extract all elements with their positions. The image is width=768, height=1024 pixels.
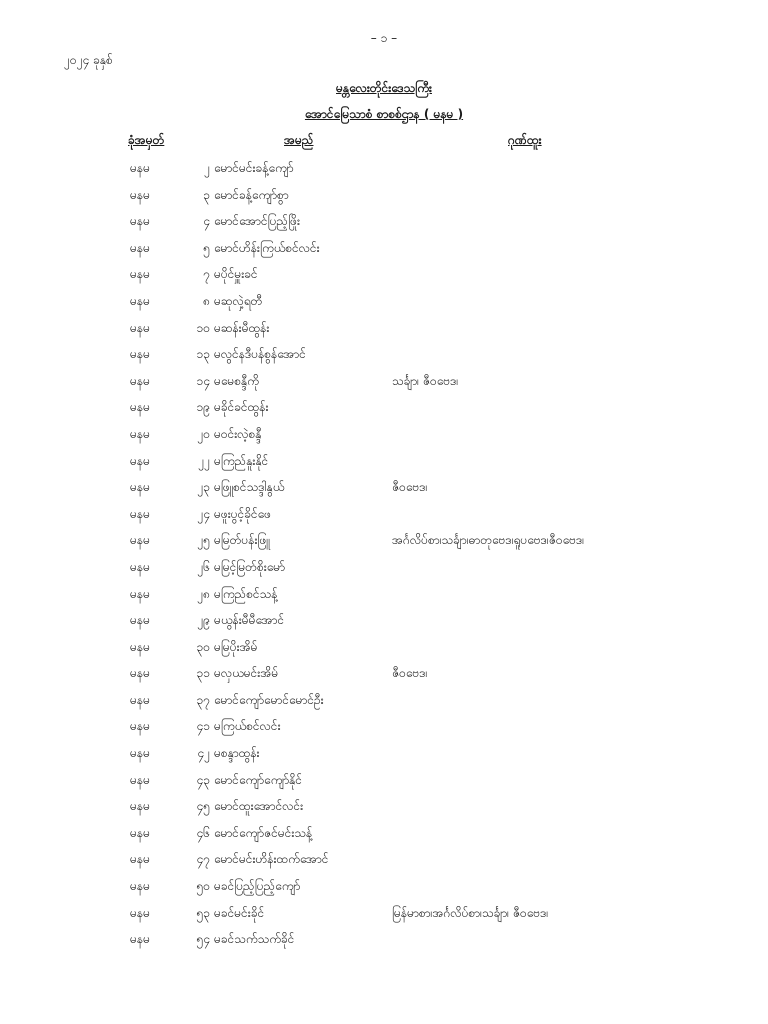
list-item — [0, 690, 768, 717]
row-roll-number: ၄၆ — [196, 825, 210, 840]
row-roll-number: ၄ — [203, 214, 210, 229]
row-student-name: မဖြူစင်သဒ္ဒါနွယ် — [214, 480, 285, 495]
row-exam-center: မနမ — [130, 214, 150, 229]
row-student-name: မောင်မင်းဟိန်းထက်အောင် — [214, 852, 329, 867]
row-roll-number: ၁၉ — [196, 400, 210, 415]
row-exam-center: မနမ — [130, 293, 150, 308]
row-roll-number: ၄၂ — [197, 746, 210, 761]
row-student-name: မယွန်းမီမီအောင် — [214, 613, 285, 628]
row-exam-center: မနမ — [130, 586, 150, 601]
row-exam-center: မနမ — [130, 426, 150, 441]
row-roll-number: ၂၀ — [197, 426, 210, 441]
list-item — [0, 530, 768, 557]
row-student-name: မောင်ထူးအောင်လင်း — [214, 799, 304, 814]
row-exam-center: မနမ — [130, 187, 150, 202]
row-exam-center: မနမ — [130, 799, 150, 814]
list-item — [0, 185, 768, 212]
row-roll-number: ၁၃ — [196, 347, 210, 362]
results-list — [0, 158, 768, 956]
row-exam-center: မနမ — [130, 320, 150, 335]
row-roll-number: ၅၄ — [196, 932, 210, 947]
row-student-name: မဆုလှဲ့ရတီ — [214, 293, 263, 308]
document-subtitle-text: အောင်မြေသာစံ စာစစ်ဌာန ( မနမ ) — [304, 107, 464, 121]
document-title — [0, 80, 768, 98]
row-roll-number: ၂၄ — [197, 506, 210, 521]
list-item — [0, 823, 768, 850]
row-student-name: မဆန်းမီထွန်း — [214, 320, 270, 335]
row-roll-number: ၁၀ — [196, 320, 210, 335]
row-exam-center: မနမ — [130, 825, 150, 840]
row-exam-center: မနမ — [130, 746, 150, 761]
row-exam-center: မနမ — [130, 161, 150, 175]
row-student-name: မကြည်စင်သန့် — [214, 586, 278, 601]
header-distinction: ဂုဏ်ထူး — [508, 133, 542, 147]
page-number: – ၁ – — [370, 31, 398, 45]
list-item — [0, 637, 768, 664]
list-item — [0, 424, 768, 451]
list-item — [0, 610, 768, 637]
list-item — [0, 663, 768, 690]
row-distinction: မြန်မာစာ၊အင်္ဂလိပ်စာ၊သင်္ချာ၊ ဇီဝဗေဒ၊ — [392, 905, 549, 920]
document-title-text: မန္တလေးတိုင်းဒေသကြီး — [336, 81, 432, 95]
row-student-name: မကြယ်စင်လင်း — [214, 719, 281, 734]
row-exam-center: မနမ — [130, 453, 150, 468]
list-item — [0, 504, 768, 531]
list-item — [0, 584, 768, 611]
list-item — [0, 158, 768, 185]
row-student-name: မောင်ကျော်ကျော်နိုင် — [214, 772, 302, 787]
list-item — [0, 743, 768, 770]
year-label: ၂၀၂၄ ခုနှစ် — [64, 53, 113, 67]
row-student-name: မမြင့်မြတ်စိုးမော် — [214, 559, 286, 574]
row-student-name: မစန္ဒာထွန်း — [214, 746, 260, 761]
row-roll-number: ၃၀ — [196, 639, 210, 654]
row-student-name: မခိုင်ခင်ထွန်း — [214, 400, 269, 415]
list-item — [0, 929, 768, 956]
list-item — [0, 716, 768, 743]
row-exam-center: မနမ — [130, 932, 150, 947]
row-student-name: မောင်မင်းခန့်ကျော် — [214, 161, 294, 175]
row-distinction: သင်္ချာ၊ ဇီဝဗေဒ၊ — [392, 373, 459, 388]
row-student-name: မလွင်နဒီပန်စွန်အောင် — [214, 347, 306, 362]
row-student-name: မောင်ကျော်မောင်မောင်ဦး — [214, 692, 324, 707]
list-item — [0, 557, 768, 584]
row-student-name: မမြပိုးအိမ် — [214, 639, 258, 654]
list-item — [0, 451, 768, 478]
row-distinction: ဇီဝဗေဒ၊ — [392, 666, 428, 681]
row-exam-center: မနမ — [130, 373, 150, 388]
row-distinction: ဇီဝဗေဒ၊ — [392, 480, 428, 495]
row-roll-number: ၄၇ — [196, 852, 210, 867]
row-student-name: မမြတ်ပန်းဖြူ — [214, 533, 270, 548]
column-header-row — [0, 132, 768, 152]
row-student-name: မဖူးပွင့်ခိုင်ဖေ — [214, 506, 272, 521]
list-item — [0, 238, 768, 265]
list-item — [0, 318, 768, 345]
row-roll-number: ၄၅ — [196, 799, 210, 814]
row-roll-number: ၂၅ — [197, 533, 210, 548]
row-exam-center: မနမ — [130, 480, 150, 495]
row-student-name: မောင်ကျော်ဇင်မင်းသန့် — [214, 825, 313, 840]
row-student-name: မောင်ခန့်ကျော်စွာ — [214, 187, 289, 202]
row-exam-center: မနမ — [130, 905, 150, 920]
row-student-name: မောင်ဟိန်းကြယ်စင်လင်း — [214, 240, 320, 255]
row-roll-number: ၃၁ — [196, 666, 210, 681]
row-exam-center: မနမ — [130, 267, 150, 282]
row-exam-center: မနမ — [130, 533, 150, 548]
row-exam-center: မနမ — [130, 639, 150, 654]
row-student-name: မမေစန္ဒီကို — [214, 373, 259, 388]
header-name: အမည် — [284, 133, 314, 147]
row-distinction: အင်္ဂလိပ်စာ၊သင်္ချာ၊ဓာတုဗေဒ၊ရူပဗေဒ၊ဇီဝဗေဒ၊ — [392, 533, 585, 548]
row-roll-number: ၂၉ — [197, 613, 210, 628]
list-item — [0, 796, 768, 823]
row-exam-center: မနမ — [130, 400, 150, 415]
row-student-name: မပိုင်မှူးခင် — [214, 267, 258, 282]
row-student-name: မခင်ပြည့်ပြည့်ကျော် — [214, 879, 301, 894]
row-exam-center: မနမ — [130, 692, 150, 707]
list-item — [0, 876, 768, 903]
document-subtitle — [0, 106, 768, 124]
list-item — [0, 211, 768, 238]
row-exam-center: မနမ — [130, 613, 150, 628]
row-student-name: မခင်သက်သက်ခိုင် — [214, 932, 295, 947]
row-roll-number: ၂၆ — [197, 559, 210, 574]
list-item — [0, 264, 768, 291]
row-exam-center: မနမ — [130, 240, 150, 255]
row-exam-center: မနမ — [130, 559, 150, 574]
list-item — [0, 849, 768, 876]
row-roll-number: ၅၃ — [196, 905, 210, 920]
row-roll-number: ၃ — [203, 187, 210, 202]
row-student-name: မခင်မင်းခိုင် — [214, 905, 265, 920]
row-exam-center: မနမ — [130, 347, 150, 362]
row-roll-number: ၂ — [204, 161, 210, 175]
list-item — [0, 770, 768, 797]
row-roll-number: ၇ — [203, 267, 210, 282]
list-item — [0, 903, 768, 930]
row-roll-number: ၂၃ — [197, 480, 210, 495]
list-item — [0, 344, 768, 371]
row-exam-center: မနမ — [130, 666, 150, 681]
row-roll-number: ၁၄ — [196, 373, 210, 388]
row-exam-center: မနမ — [130, 879, 150, 894]
row-student-name: မကြည်နူးနိုင် — [214, 453, 269, 468]
list-item — [0, 371, 768, 398]
row-roll-number: ၄၃ — [196, 772, 210, 787]
row-roll-number: ၂၈ — [197, 586, 210, 601]
row-student-name: မလှယမင်းအိမ် — [214, 666, 279, 681]
list-item — [0, 477, 768, 504]
row-exam-center: မနမ — [130, 719, 150, 734]
row-exam-center: မနမ — [130, 772, 150, 787]
row-roll-number: ၃၇ — [196, 692, 210, 707]
row-student-name: မဝင်းလဲ့စန္ဒီ — [214, 426, 262, 441]
row-roll-number: ၂၂ — [198, 453, 210, 468]
list-item — [0, 397, 768, 424]
row-roll-number: ၈ — [203, 293, 210, 308]
row-roll-number: ၅ — [203, 240, 210, 255]
header-roll-number: ခုံအမှတ် — [128, 133, 165, 147]
row-exam-center: မနမ — [130, 852, 150, 867]
row-exam-center: မနမ — [130, 506, 150, 521]
row-roll-number: ၄၁ — [196, 719, 210, 734]
row-student-name: မောင်အောင်ပြည့်ဖြိုး — [214, 214, 300, 229]
list-item — [0, 291, 768, 318]
row-roll-number: ၅၀ — [196, 879, 210, 894]
